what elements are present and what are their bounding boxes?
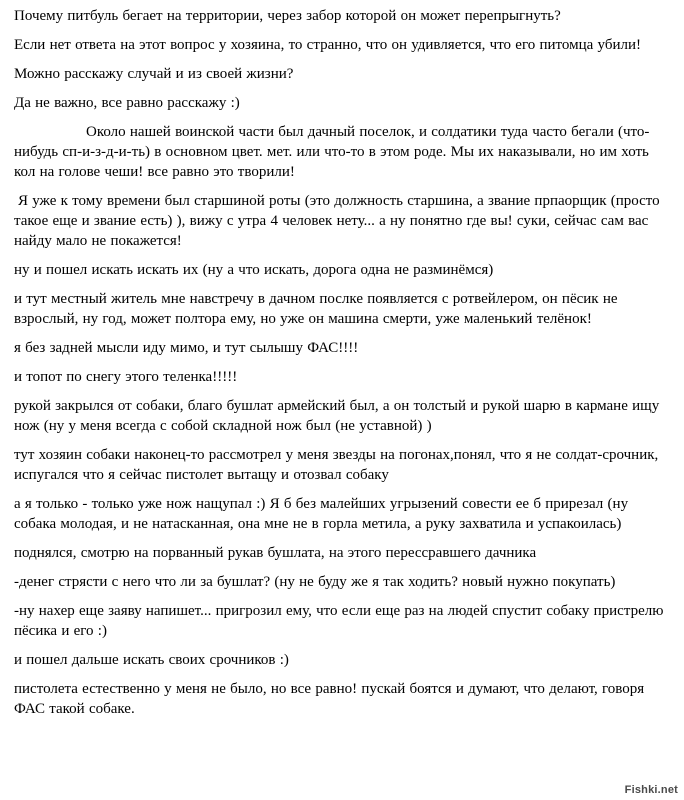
paragraph: Если нет ответа на этот вопрос у хозяина, то странно, что он удивляется, что его питомца убили! [14,37,642,53]
paragraph: тут хозяин собаки наконец-то рассмотрел у меня звезды на погонах,понял, что я не солдат-срочник, испугался что я сейчас пистолет вытащу и отозвал собаку [14,447,659,483]
paragraph: -ну нахер еще заяву напишет... пригрозил ему, что если еще раз на людей спустит собаку пристрелю пёсика и его :) [14,603,664,639]
paragraph: поднялся, смотрю на порванный рукав бушлата, на этого перессравшего дачника [14,545,537,561]
paragraph: рукой закрылся от собаки, благо бушлат армейский был, а он толстый и рукой шарю в кармане ищу нож (ну у меня всегда с собой складной нож был (не уставной) ) [14,398,660,434]
paragraph: Около нашей воинской части был дачный поселок, и солдатики туда часто бегали (что-нибудь сп-и-з-д-и-ть) в основном цвет. мет. или что-то в этом роде. Мы их наказывали, но им хоть кол на голове чеши! все равно это творили! [14,124,650,180]
paragraph: -денег стрясти с него что ли за бушлат? (ну не буду же я так ходить? новый нужно покупать) [14,574,616,590]
paragraph: и тут местный житель мне навстречу в дачном послке появляется с ротвейлером, он пёсик не взрослый, ну год, может полтора ему, но уже он машина смерти, уже маленький телёнок! [14,291,618,327]
paragraph: Да не важно, все равно расскажу :) [14,95,240,111]
paragraph: и пошел дальше искать своих срочников :) [14,652,289,668]
paragraph: Можно расскажу случай и из своей жизни? [14,66,294,82]
paragraph: а я только - только уже нож нащупал :) Я б без малейших угрызений совести ее б прирезал (ну собака молодая, и не натасканная, она мне не в горла метила, а руку захватила и успакоилась) [14,496,629,532]
paragraph: ну и пошел искать искать их (ну а что искать, дорога одна не разминёмся) [14,262,494,278]
paragraph: Почему питбуль бегает на территории, через забор которой он может перепрыгнуть? [14,8,561,24]
paragraph: и топот по снегу этого теленка!!!!! [14,369,238,385]
paragraph: я без задней мысли иду мимо, и тут сылышу ФАС!!!! [14,340,359,356]
paragraph: пистолета естественно у меня не было, но все равно! пускай боятся и думают, что делают, говоря ФАС такой собаке. [14,681,645,717]
paragraph: Я уже к тому времени был старшиной роты (это должность старшина, а звание прпаорщик (просто такое еще и звание есть) ), вижу с утра 4 человек нету... а ну понятно где вы! суки, сейчас сам вас найду мало не покажется! [14,193,660,249]
watermark-logo: Fishki.net [624,784,678,796]
